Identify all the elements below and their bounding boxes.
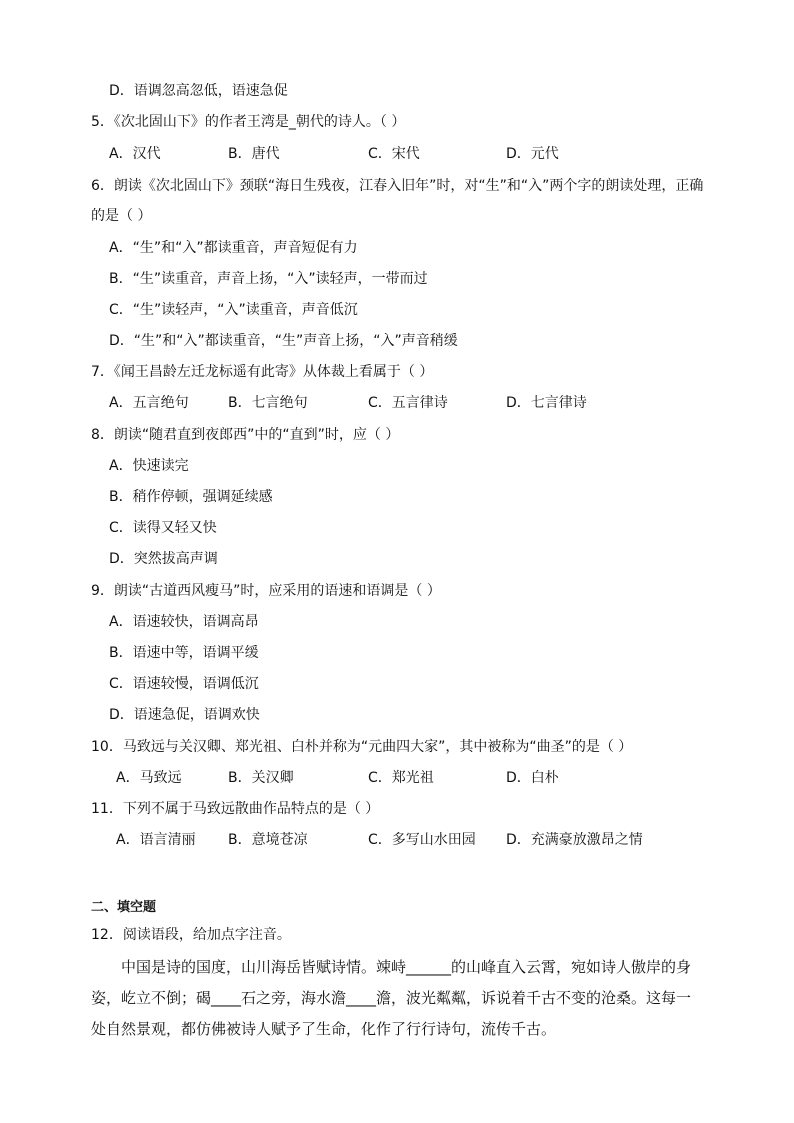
q4-option-d: D．语调忽高忽低，语速急促 xyxy=(109,83,288,99)
q7-stem: 7．《闻王昌龄左迁龙标遥有此寄》从体裁上看属于（ ） xyxy=(91,364,434,380)
q8-option-d: D．突然拔高声调 xyxy=(109,551,218,567)
q6-option-c: C．“生”读轻声，“入”读重音，声音低沉 xyxy=(109,302,358,318)
q9-option-c: C．语速较慢，语调低沉 xyxy=(109,676,259,692)
q5-option-a: A．汉代 xyxy=(109,146,161,162)
q6-option-d: D．“生”和“入”都读重音，“生”声音上扬，“入”声音稍缓 xyxy=(109,333,458,349)
q6-option-b: B．“生”读重音，声音上扬，“入”读轻声，一带而过 xyxy=(109,271,428,287)
q5-option-c: C．宋代 xyxy=(368,146,420,162)
q10-option-d: D．白朴 xyxy=(506,770,559,786)
q6-option-a: A．“生”和“入”都读重音，声音短促有力 xyxy=(109,240,358,256)
q5-stem: 5．《次北固山下》的作者王湾是_朝代的诗人。（ ） xyxy=(91,114,406,130)
q8-option-c: C．读得又轻又快 xyxy=(109,520,217,536)
q11-option-b: B．意境苍凉 xyxy=(228,832,308,848)
q8-stem: 8．朗读“随君直到夜郎西”中的“直到”时，应（ ） xyxy=(91,427,400,443)
q12-stem: 12．阅读语段，给加点字注音。 xyxy=(91,927,291,943)
q9-stem: 9．朗读“古道西风瘦马”时，应采用的语速和语调是（ ） xyxy=(91,583,441,599)
q9-option-a: A．语速较快，语调高昂 xyxy=(109,614,259,630)
q12-paragraph: 中国是诗的国度，山川海岳皆赋诗情。竦峙______的山峰直入云霄，宛如诗人傲岸的身姿，屹立不倒；碣____石之旁，海水澹____澹，波光粼粼，诉说着千古不变的沧桑。这每一处自然景观，都仿佛被诗人赋予了生命，化作了行行诗句，流传千古。 xyxy=(91,958,692,1038)
q6-stem-line1: 6．朗读《次北固山下》颈联“海日生残夜，江春入旧年”时，对“生”和“入”两个字的朗读处理，正确 xyxy=(91,178,704,194)
q8-option-a: A．快速读完 xyxy=(109,458,189,474)
q7-option-d: D．七言律诗 xyxy=(506,395,587,411)
q8-option-b: B．稍作停顿，强调延续感 xyxy=(109,489,273,505)
q5-option-d: D．元代 xyxy=(506,146,559,162)
q10-stem: 10．马致远与关汉卿、郑光祖、白朴并称为“元曲四大家”，其中被称为“曲圣”的是（ ） xyxy=(91,739,633,755)
q10-option-a: A．马致远 xyxy=(116,770,182,786)
q11-option-c: C．多写山水田园 xyxy=(368,832,476,848)
q9-option-d: D．语速急促，语调欢快 xyxy=(109,707,260,723)
q10-option-c: C．郑光祖 xyxy=(368,770,434,786)
q9-option-b: B．语速中等，语调平缓 xyxy=(109,645,259,661)
q5-option-b: B．唐代 xyxy=(228,146,280,162)
section-title-fill-in: 二、填空题 xyxy=(91,900,157,915)
q11-option-a: A．语言清丽 xyxy=(116,832,196,848)
q7-option-c: C．五言律诗 xyxy=(368,395,448,411)
q6-stem-line2: 的是（ ） xyxy=(91,208,152,224)
q7-option-b: B．七言绝句 xyxy=(228,395,308,411)
q11-stem: 11．下列不属于马致远散曲作品特点的是（ ） xyxy=(91,801,380,817)
q10-option-b: B．关汉卿 xyxy=(228,770,294,786)
q11-option-d: D．充满豪放激昂之情 xyxy=(506,832,643,848)
q7-option-a: A．五言绝句 xyxy=(109,395,189,411)
